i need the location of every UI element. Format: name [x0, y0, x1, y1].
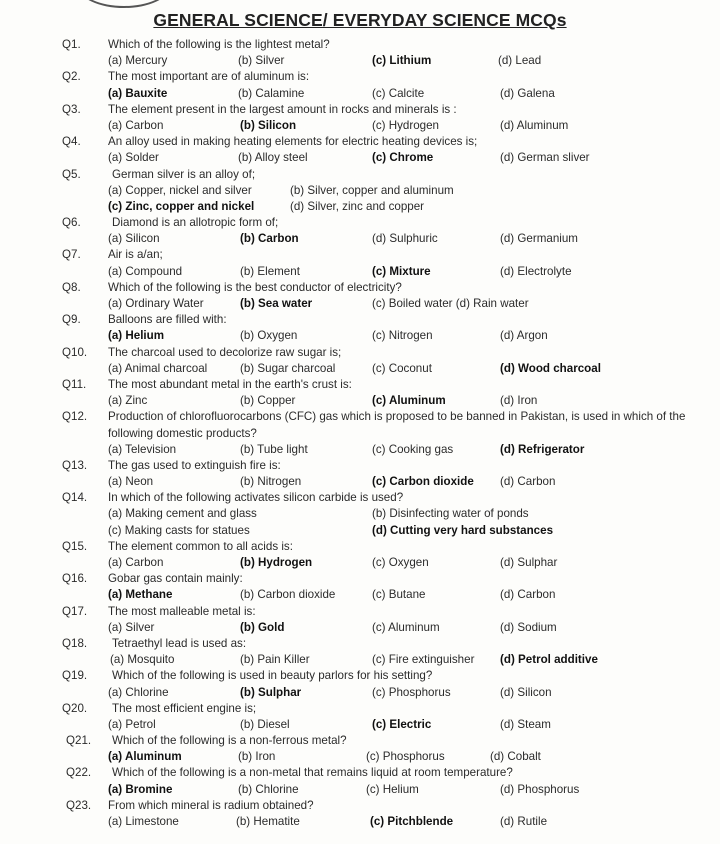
option: (c) Helium	[366, 782, 419, 796]
option: (c) Cooking gas	[372, 442, 454, 456]
question-text: The element present in the largest amount in rocks and minerals is :	[108, 102, 457, 116]
question-number: Q21.	[66, 734, 92, 748]
option: (a) Animal charcoal	[108, 361, 208, 375]
correct-option: (b) Gold	[240, 620, 285, 634]
question-number: Q11.	[62, 377, 87, 391]
option: (c) Coconut	[372, 361, 432, 375]
question-item	[0, 604, 720, 636]
question-number: Q14.	[62, 491, 88, 505]
question-text: Which of the following is a non-ferrous metal?	[112, 734, 347, 748]
question-text: Tetraethyl lead is used as:	[112, 636, 247, 650]
option: (a) Compound	[108, 264, 183, 278]
option: (c) Oxygen	[372, 556, 429, 569]
correct-option: (b) Hydrogen	[240, 556, 313, 569]
question-item	[0, 458, 720, 490]
option: (b) Iron	[238, 750, 276, 764]
options-row	[0, 620, 720, 636]
correct-option: (b) Carbon	[240, 232, 299, 246]
option: (a) Chlorine	[108, 685, 169, 699]
option: (a) Television	[108, 442, 177, 456]
question-item	[0, 733, 720, 765]
option: (b) Calamine	[238, 86, 305, 100]
option: (a) Making cement and glass	[108, 507, 257, 521]
correct-option: (c) Carbon dioxide	[372, 475, 474, 489]
correct-option: (a) Bromine	[108, 782, 173, 796]
options-row	[0, 361, 720, 377]
question-text: In which of the following activates silicon carbide is used?	[108, 491, 404, 505]
option: (d) Sodium	[500, 620, 557, 634]
option: (c) Aluminum	[372, 620, 440, 634]
question-number: Q5.	[62, 167, 81, 181]
option: (d) Cobalt	[490, 750, 541, 764]
question-number: Q1.	[62, 38, 81, 51]
question-item	[0, 280, 720, 312]
options-row	[0, 652, 720, 668]
option: (b) Hematite	[236, 815, 300, 828]
page-title: GENERAL SCIENCE/ EVERYDAY SCIENCE MCQs	[153, 10, 567, 30]
option: (d) Steam	[500, 717, 551, 731]
option: (a) Copper, nickel and silver	[108, 183, 252, 197]
option: (d) Aluminum	[500, 118, 569, 132]
options-row	[0, 296, 720, 312]
options-row	[0, 474, 720, 490]
question-text: The most malleable metal is:	[108, 604, 256, 618]
question-text: German silver is an alloy of;	[112, 167, 256, 181]
option: (a) Silver	[108, 620, 155, 634]
correct-option: (a) Bauxite	[108, 86, 168, 100]
correct-option: (c) Zinc, copper and nickel	[108, 199, 255, 213]
question-item	[0, 571, 720, 603]
question-text: The most efficient engine is;	[112, 701, 257, 715]
option: (a) Carbon	[108, 118, 164, 132]
question-item	[0, 490, 720, 539]
option: (d) Carbon	[500, 588, 556, 602]
option: (d) Germanium	[500, 232, 578, 246]
option: (a) Carbon	[108, 556, 164, 569]
options-row	[0, 393, 720, 409]
option: (c) Phosphorus	[372, 685, 451, 699]
question-item	[0, 134, 720, 166]
question-text: The charcoal used to decolorize raw sugar is;	[108, 345, 342, 359]
options-row	[0, 523, 720, 539]
question-item	[0, 215, 720, 247]
options-row	[0, 150, 720, 166]
question-text: Gobar gas contain mainly:	[108, 572, 243, 586]
question-text: Which of the following is a non-metal that remains liquid at room temperature?	[112, 766, 513, 780]
question-item	[0, 247, 720, 279]
correct-option: (c) Electric	[372, 717, 432, 731]
option: (d) Carbon	[500, 475, 556, 489]
question-item	[0, 312, 720, 344]
correct-option: (d) Wood charcoal	[500, 361, 601, 375]
correct-option: (b) Sea water	[240, 297, 313, 310]
question-number: Q4.	[62, 135, 81, 149]
question-item	[0, 69, 720, 101]
correct-option: (c) Lithium	[372, 54, 432, 68]
question-text: From which mineral is radium obtained?	[108, 798, 314, 812]
options-row	[0, 328, 720, 344]
option: (b) Copper	[240, 394, 296, 408]
option: (a) Mercury	[108, 54, 168, 68]
option: (d) Phosphorus	[500, 782, 580, 796]
question-number: Q15.	[62, 539, 88, 553]
question-text: Balloons are filled with:	[108, 313, 227, 327]
question-item	[0, 37, 720, 69]
question-text: Diamond is an allotropic form of;	[112, 216, 279, 230]
question-number: Q19.	[62, 669, 88, 683]
question-item	[0, 345, 720, 377]
question-number: Q8.	[62, 280, 81, 294]
option: (d) Silver, zinc and copper	[290, 199, 425, 213]
correct-option: (d) Refrigerator	[500, 442, 585, 456]
option: (c) Making casts for statues	[108, 523, 250, 537]
options-row	[0, 717, 720, 733]
options-row	[0, 199, 720, 215]
option: (d) Rutile	[500, 815, 548, 828]
correct-option: (a) Aluminum	[108, 750, 182, 764]
question-item	[0, 539, 720, 571]
question-number: Q17.	[62, 604, 88, 618]
options-row	[0, 685, 720, 701]
option: (a) Petrol	[108, 717, 156, 731]
question-text: The most abundant metal in the earth's crust is:	[108, 377, 352, 391]
question-text: Production of chlorofluorocarbons (CFC) gas which is proposed to be banned in Pakistan, is used in which of the	[108, 410, 686, 424]
correct-option: (c) Pitchblende	[370, 815, 454, 828]
question-number: Q10.	[62, 345, 88, 359]
option: (d) Lead	[498, 54, 542, 68]
option: (d) Galena	[500, 86, 555, 100]
question-item	[0, 765, 720, 797]
question-text: Which of the following is used in beauty parlors for his setting?	[112, 669, 433, 683]
question-number: Q12.	[62, 410, 88, 424]
option: (a) Mosquito	[110, 653, 175, 667]
option: (a) Silicon	[108, 232, 160, 246]
option: (c) Fire extinguisher	[372, 653, 475, 667]
question-text: The element common to all acids is:	[108, 539, 293, 553]
options-row	[0, 264, 720, 280]
option: (d) Sulphuric	[372, 232, 438, 246]
option: (c) Hydrogen	[372, 118, 440, 132]
question-text: Air is a/an;	[108, 248, 163, 262]
option: (c) Calcite	[372, 86, 425, 100]
option: (b) Pain Killer	[240, 653, 310, 667]
question-item	[0, 668, 720, 700]
option: (d) Silicon	[500, 685, 552, 699]
option: (b) Element	[240, 264, 300, 278]
question-number: Q2.	[62, 70, 81, 84]
option: (b) Alloy steel	[238, 151, 308, 165]
correct-option: (c) Chrome	[372, 151, 434, 165]
correct-option: (d) Cutting very hard substances	[372, 523, 554, 537]
option: (c) Nitrogen	[372, 329, 433, 343]
option: (b) Sugar charcoal	[240, 361, 336, 375]
option: (b) Disinfecting water of ponds	[372, 507, 529, 521]
options-row	[0, 749, 720, 765]
option: (a) Neon	[108, 475, 154, 489]
question-number: Q9.	[62, 313, 81, 327]
question-item	[0, 167, 720, 216]
question-number: Q23.	[66, 798, 92, 812]
options-row	[0, 587, 720, 603]
options-row	[0, 555, 720, 571]
question-number: Q7.	[62, 248, 81, 262]
question-number: Q6.	[62, 216, 81, 230]
option: (d) Argon	[500, 329, 548, 343]
option: (d) Iron	[500, 394, 538, 408]
options-row	[0, 118, 720, 134]
correct-option: (a) Methane	[108, 588, 173, 602]
question-number: Q13.	[62, 458, 88, 472]
option: (b) Diesel	[240, 717, 290, 731]
option: (c) Boiled water (d) Rain water	[372, 297, 529, 310]
options-row	[0, 183, 720, 199]
option: (d) Sulphar	[500, 556, 558, 569]
option: (d) Electrolyte	[500, 264, 572, 278]
option: (b) Chlorine	[238, 782, 299, 796]
options-row	[0, 506, 720, 522]
question-text: The gas used to extinguish fire is:	[108, 458, 281, 472]
option: (a) Zinc	[108, 394, 148, 408]
options-row	[0, 86, 720, 102]
option: (b) Nitrogen	[240, 475, 302, 489]
option: (c) Butane	[372, 588, 426, 602]
options-row	[0, 53, 720, 69]
option: (a) Ordinary Water	[108, 297, 204, 310]
option: (d) German sliver	[500, 151, 590, 165]
correct-option: (c) Aluminum	[372, 394, 446, 408]
correct-option: (d) Petrol additive	[500, 653, 598, 667]
correct-option: (b) Silicon	[240, 118, 297, 132]
option: (b) Tube light	[240, 442, 308, 456]
logo-emblem	[78, 0, 170, 8]
options-row	[0, 814, 720, 830]
question-number: Q18.	[62, 636, 88, 650]
options-row	[0, 782, 720, 798]
question-number: Q3.	[62, 102, 81, 116]
question-number: Q20.	[62, 701, 88, 715]
question-text: The most important are of aluminum is:	[108, 70, 310, 84]
question-item	[0, 798, 720, 830]
question-text: Which of the following is the best conductor of electricity?	[108, 280, 402, 294]
correct-option: (a) Helium	[108, 329, 165, 343]
question-number: Q22.	[66, 766, 92, 780]
question-item	[0, 409, 720, 458]
option: (c) Phosphorus	[366, 750, 445, 764]
question-text: Which of the following is the lightest metal?	[108, 38, 330, 51]
question-item	[0, 636, 720, 668]
mcq-list	[0, 37, 720, 830]
question-item	[0, 701, 720, 733]
option: (b) Oxygen	[240, 329, 298, 343]
options-row	[0, 442, 720, 458]
option: (b) Silver, copper and aluminum	[290, 183, 454, 197]
correct-option: (b) Sulphar	[240, 685, 302, 699]
option: (a) Limestone	[108, 815, 179, 828]
option: (b) Silver	[238, 54, 285, 68]
correct-option: (c) Mixture	[372, 264, 431, 278]
question-item	[0, 377, 720, 409]
option: (b) Carbon dioxide	[240, 588, 336, 602]
question-item	[0, 102, 720, 134]
question-text: following domestic products?	[108, 426, 257, 440]
options-row	[0, 231, 720, 247]
question-text: An alloy used in making heating elements for electric heating devices is;	[108, 135, 478, 149]
question-number: Q16.	[62, 572, 88, 586]
option: (a) Solder	[108, 151, 159, 165]
